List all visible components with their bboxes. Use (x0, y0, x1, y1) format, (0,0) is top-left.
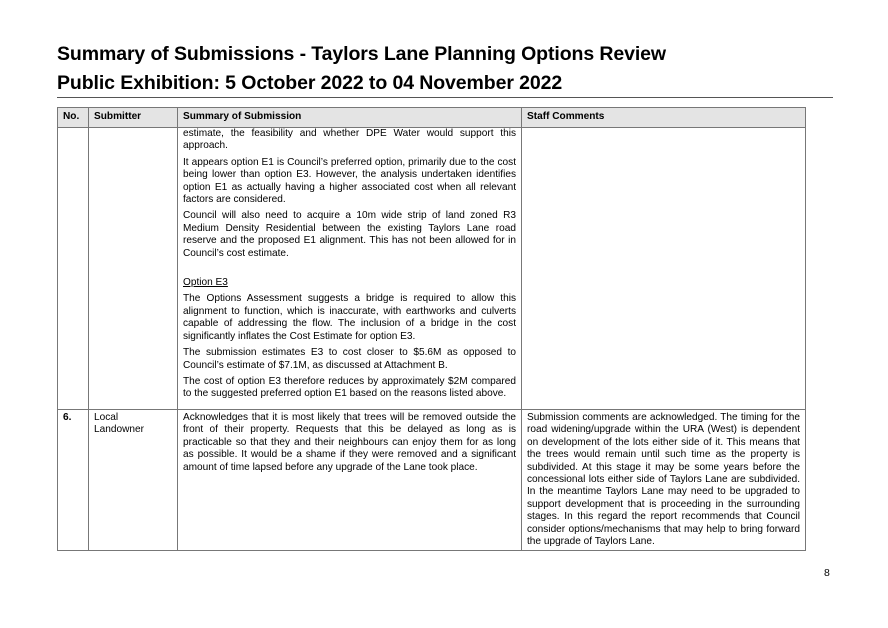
summary-paragraph: Council will also need to acquire a 10m wide strip of land zoned R3 Medium Density Residential between the existing Taylors Lane road reserve and the proposed E1 alignment. This has not been allowed for in Council’s cost estimate. (183, 210, 516, 259)
header-staff-comments: Staff Comments (522, 108, 806, 128)
page-number: 8 (824, 567, 830, 579)
table-row (58, 410, 806, 551)
summary-paragraph: The cost of option E3 therefore reduces by approximately $2M compared to the suggested preferred option E1 based on the reasons listed above. (183, 375, 516, 400)
summary-paragraph: The Options Assessment suggests a bridge is required to allow this alignment to function, which is inaccurate, with earthworks and culverts capable of addressing the flow. The inclusion of a bridge in the cost significantly inflates the Cost Estimate for option E3. (183, 293, 516, 342)
cell-submitter: Local Landowner (89, 410, 178, 551)
cell-staff-comments: Submission comments are acknowledged. The timing for the road widening/upgrade within the URA (West) is dependent on development of the lots either side of it. This means that the trees would remain until such time as the property is subdivided. At this stage it may be some years before the concessional lots either side of Taylors Lane are subdivided. In the meantime Taylors Lane may need to be upgraded to support development that is proceeding in the surrounding stages. In this regard the report recommends that Council consider options/mechanisms that may help to bring forward the upgrade of Taylors Lane. (522, 410, 806, 551)
cell-staff-empty (522, 128, 806, 410)
document-title: Summary of Submissions - Taylors Lane Planning Options Review (57, 43, 666, 65)
document-subtitle: Public Exhibition: 5 October 2022 to 04 November 2022 (57, 72, 563, 94)
header-submitter: Submitter (89, 108, 178, 128)
cell-summary-continued (178, 128, 522, 410)
header-no: No. (58, 108, 89, 128)
cell-summary: Acknowledges that it is most likely that trees will be removed outside the front of their property. Requests that this be delayed as long as is practicable so that they and their neighbours can enjoy them for as long as possible. It would be a shame if they were removed and a significant amount of time lapsed before any upgrade of the Lane took place. (178, 410, 522, 551)
title-divider (57, 97, 833, 98)
table-header-row (58, 108, 806, 128)
table-row-continued (58, 128, 806, 410)
submissions-table (57, 107, 806, 551)
summary-paragraph: estimate, the feasibility and whether DPE Water would support this approach. (183, 128, 516, 152)
cell-no: 6. (58, 410, 89, 551)
summary-paragraph: The submission estimates E3 to cost closer to $5.6M as opposed to Council’s estimate of $7.1M, as discussed at Attachment B. (183, 347, 516, 371)
option-e3-heading: Option E3 (183, 277, 228, 289)
header-summary: Summary of Submission (178, 108, 522, 128)
cell-no-empty (58, 128, 89, 410)
summary-paragraph: It appears option E1 is Council’s preferred option, primarily due to the cost being lower than option E3. However, the analysis undertaken identifies option E1 as actually having a higher associated cost when all relevant factors are considered. (183, 156, 516, 206)
cell-submitter-empty (89, 128, 178, 410)
